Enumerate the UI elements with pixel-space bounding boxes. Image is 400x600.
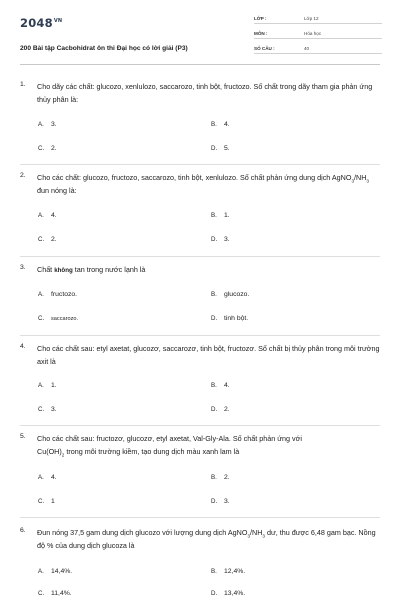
- text-part: trong môi trường kiềm, tạo dung dịch màu xanh lam là: [64, 446, 240, 456]
- option-value: 4.: [224, 121, 230, 128]
- question-number: 5.: [20, 433, 26, 440]
- document-header: [20, 12, 382, 60]
- question-number: 3.: [20, 264, 26, 271]
- option-b[interactable]: [211, 474, 230, 481]
- question-number: 2.: [20, 172, 26, 179]
- option-letter: C.: [38, 145, 45, 152]
- question-text: Cho dãy các chất: glucozo, xenlulozo, saccarozo, tinh bột, fructozo. Số chất trong dãy tham gia phản ứng thủy phân là:: [37, 82, 373, 104]
- question-number: 6.: [20, 527, 26, 534]
- subscript: 3: [262, 533, 265, 539]
- option-d[interactable]: [211, 590, 245, 597]
- text-part: /NH: [250, 528, 263, 537]
- option-letter: C.: [38, 590, 45, 597]
- text-part: Cho các chất sau: fructozơ, glucozơ, etyl axetat, Val-Gly-Ala. Số chất phản ứng với: [37, 434, 302, 443]
- option-letter: A.: [38, 212, 44, 219]
- option-letter: D.: [211, 406, 218, 413]
- meta-key: SỐ CÂU :: [254, 46, 275, 51]
- question-text: [37, 433, 380, 458]
- option-b[interactable]: [211, 568, 245, 575]
- option-letter: D.: [211, 236, 218, 243]
- option-letter: B.: [211, 291, 217, 298]
- option-letter: B.: [211, 568, 217, 575]
- option-c[interactable]: [38, 236, 57, 243]
- option-letter: A.: [38, 474, 44, 481]
- logo-suffix: VN: [53, 18, 63, 25]
- question-separator: [20, 256, 380, 257]
- meta-key: LỚP :: [254, 16, 267, 21]
- option-value: 1: [51, 498, 55, 505]
- option-value: 2.: [224, 406, 230, 413]
- text-part: tan trong nước lạnh là: [72, 265, 146, 274]
- text-part: Cu(OH): [37, 446, 62, 456]
- option-value: fructozo.: [51, 291, 78, 298]
- option-value: 2.: [51, 236, 57, 243]
- option-value: 3.: [51, 121, 57, 128]
- option-value: 1.: [224, 212, 230, 219]
- question-number: 4.: [20, 343, 26, 350]
- question-text: [37, 264, 380, 278]
- meta-grade: [254, 14, 382, 24]
- option-value: 2.: [51, 145, 57, 152]
- option-value: 1.: [51, 382, 57, 389]
- meta-value: Hóa học: [304, 31, 322, 36]
- text-part: Cho các chất: glucozo, fructozo, saccarozo, tinh bột, xenlulozo. Số chất phản ứng dung dịch AgNO: [37, 173, 352, 182]
- option-letter: D.: [211, 590, 218, 597]
- option-a[interactable]: [38, 121, 57, 128]
- option-a[interactable]: [38, 382, 57, 389]
- question-text: [37, 172, 380, 197]
- subscript: 3: [351, 178, 355, 184]
- option-letter: A.: [38, 382, 44, 389]
- option-b[interactable]: [211, 382, 230, 389]
- option-letter: A.: [38, 291, 44, 298]
- option-value: 4.: [224, 382, 230, 389]
- option-a[interactable]: [38, 291, 77, 298]
- question-separator: [20, 335, 380, 336]
- question-text: Cho các chất sau: etyl axetat, glucozơ, saccarozơ, tinh bột, fructozơ. Số chất bị thủy phân trong môi trường axit là: [37, 344, 380, 366]
- header-divider: [20, 64, 380, 65]
- option-letter: D.: [211, 145, 218, 152]
- option-d[interactable]: [211, 145, 230, 152]
- subscript: 2: [61, 451, 65, 457]
- option-letter: B.: [211, 121, 217, 128]
- option-value: glucozo.: [224, 291, 250, 298]
- option-a[interactable]: [38, 568, 72, 575]
- document-title: 200 Bài tập Cacbohidrat ôn thi Đại học có lời giải (P3): [20, 45, 188, 52]
- question-number: 1.: [20, 81, 26, 88]
- option-value: 3.: [51, 406, 57, 413]
- site-logo[interactable]: [20, 16, 62, 30]
- option-value: 3.: [224, 236, 230, 243]
- option-value: 4.: [51, 474, 57, 481]
- question-separator: [20, 164, 380, 165]
- option-b[interactable]: [211, 121, 230, 128]
- option-value: 14,4%.: [51, 568, 73, 575]
- option-d[interactable]: [211, 315, 248, 322]
- text-part: Đun nóng 37,5 gam dung dịch glucozo với lượng dung dịch AgNO: [37, 528, 248, 537]
- option-value: 5.: [224, 145, 230, 152]
- meta-question-count: [254, 44, 382, 54]
- meta-key: MÔN :: [254, 31, 268, 36]
- option-letter: C.: [38, 406, 45, 413]
- meta-value: Lớp 12: [304, 16, 319, 21]
- option-letter: D.: [211, 498, 218, 505]
- meta-value: 40: [304, 46, 310, 51]
- option-b[interactable]: [211, 291, 249, 298]
- option-value: 4.: [51, 212, 57, 219]
- option-letter: B.: [211, 474, 217, 481]
- option-d[interactable]: [211, 498, 230, 505]
- option-c[interactable]: [38, 406, 57, 413]
- option-letter: B.: [211, 382, 217, 389]
- option-c[interactable]: [38, 315, 78, 322]
- option-letter: A.: [38, 568, 44, 575]
- text-part: Chất: [37, 265, 55, 274]
- question-separator: [20, 517, 380, 518]
- option-letter: C.: [38, 236, 45, 243]
- option-value: 12,4%.: [224, 568, 246, 575]
- option-value: tinh bột.: [224, 315, 249, 322]
- logo-text: 2048: [20, 16, 53, 30]
- option-value: saccarozo.: [51, 316, 79, 322]
- subscript: 3: [366, 178, 369, 184]
- option-letter: C.: [38, 498, 45, 505]
- option-value: 3.: [224, 498, 230, 505]
- option-value: 2.: [224, 474, 230, 481]
- option-value: 11,4%.: [51, 590, 72, 597]
- option-value: 13,4%.: [224, 590, 246, 597]
- text-part: /NH: [354, 173, 367, 182]
- text-part: dư, thu được 6,48 gam bạc. Nồng độ % của dung dịch glucoza là: [37, 528, 376, 550]
- subscript: 3: [247, 533, 250, 539]
- text-part: đun nóng là:: [37, 185, 77, 195]
- option-letter: D.: [211, 315, 218, 322]
- question-text: [37, 527, 380, 552]
- option-a[interactable]: [38, 474, 57, 481]
- option-c[interactable]: [38, 498, 55, 505]
- option-a[interactable]: [38, 212, 57, 219]
- meta-subject: [254, 29, 382, 39]
- option-letter: C.: [38, 315, 45, 322]
- option-b[interactable]: [211, 212, 230, 219]
- option-letter: A.: [38, 121, 44, 128]
- emphasis-text: không: [54, 267, 73, 274]
- option-d[interactable]: [211, 406, 230, 413]
- option-c[interactable]: [38, 590, 72, 597]
- option-c[interactable]: [38, 145, 57, 152]
- option-letter: B.: [211, 212, 217, 219]
- option-d[interactable]: [211, 236, 230, 243]
- question-separator: [20, 425, 380, 426]
